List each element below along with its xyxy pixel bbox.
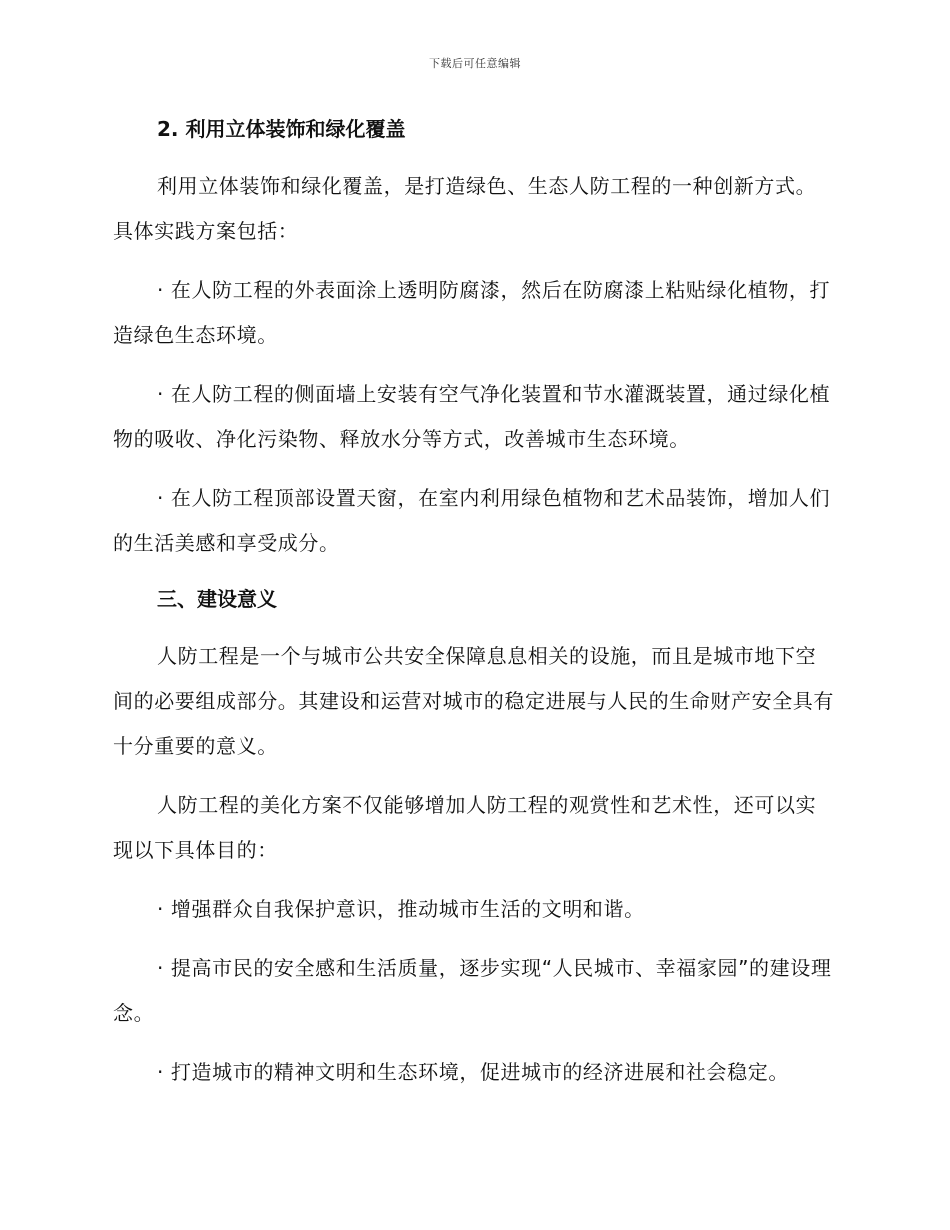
document-body	[113, 110, 835, 1109]
page-header: 下载后可任意编辑	[429, 57, 521, 70]
list-item-civilization: · 打造城市的精神文明和生态环境，促进城市的经济进展和社会稳定。	[157, 1060, 789, 1084]
list-item-awareness: · 增强群众自我保护意识，推动城市生活的文明和谐。	[157, 897, 645, 921]
list-item-air-purification: · 在人防工程的侧面墙上安装有空气净化装置和节水灌溉装置，通过绿化植物的吸收、净化污染物、释放水分等方式，改善城市生态环境。	[113, 382, 831, 451]
list-item-skylight: · 在人防工程顶部设置天窗，在室内利用绿色植物和艺术品装饰，增加人们的生活美感和享受成分。	[113, 486, 831, 555]
section-heading-green-decoration: 2. 利用立体装饰和绿化覆盖	[157, 117, 406, 141]
section-heading-significance: 三、建设意义	[157, 587, 277, 611]
paragraph-intro: 利用立体装饰和绿化覆盖，是打造绿色、生态人防工程的一种创新方式。具体实践方案包括：	[113, 174, 817, 243]
list-item-safety: · 提高市民的安全感和生活质量，逐步实现“人民城市、幸福家园”的建设理念。	[113, 956, 832, 1025]
paragraph-significance: 人防工程是一个与城市公共安全保障息息相关的设施，而且是城市地下空间的必要组成部分。其建设和运营对城市的稳定进展与人民的生命财产安全具有十分重要的意义。	[113, 644, 834, 758]
list-item-anticorrosion: · 在人防工程的外表面涂上透明防腐漆，然后在防腐漆上粘贴绿化植物，打造绿色生态环境。	[113, 278, 831, 347]
paragraph-goals: 人防工程的美化方案不仅能够增加人防工程的观赏性和艺术性，还可以实现以下具体目的：	[113, 793, 817, 862]
